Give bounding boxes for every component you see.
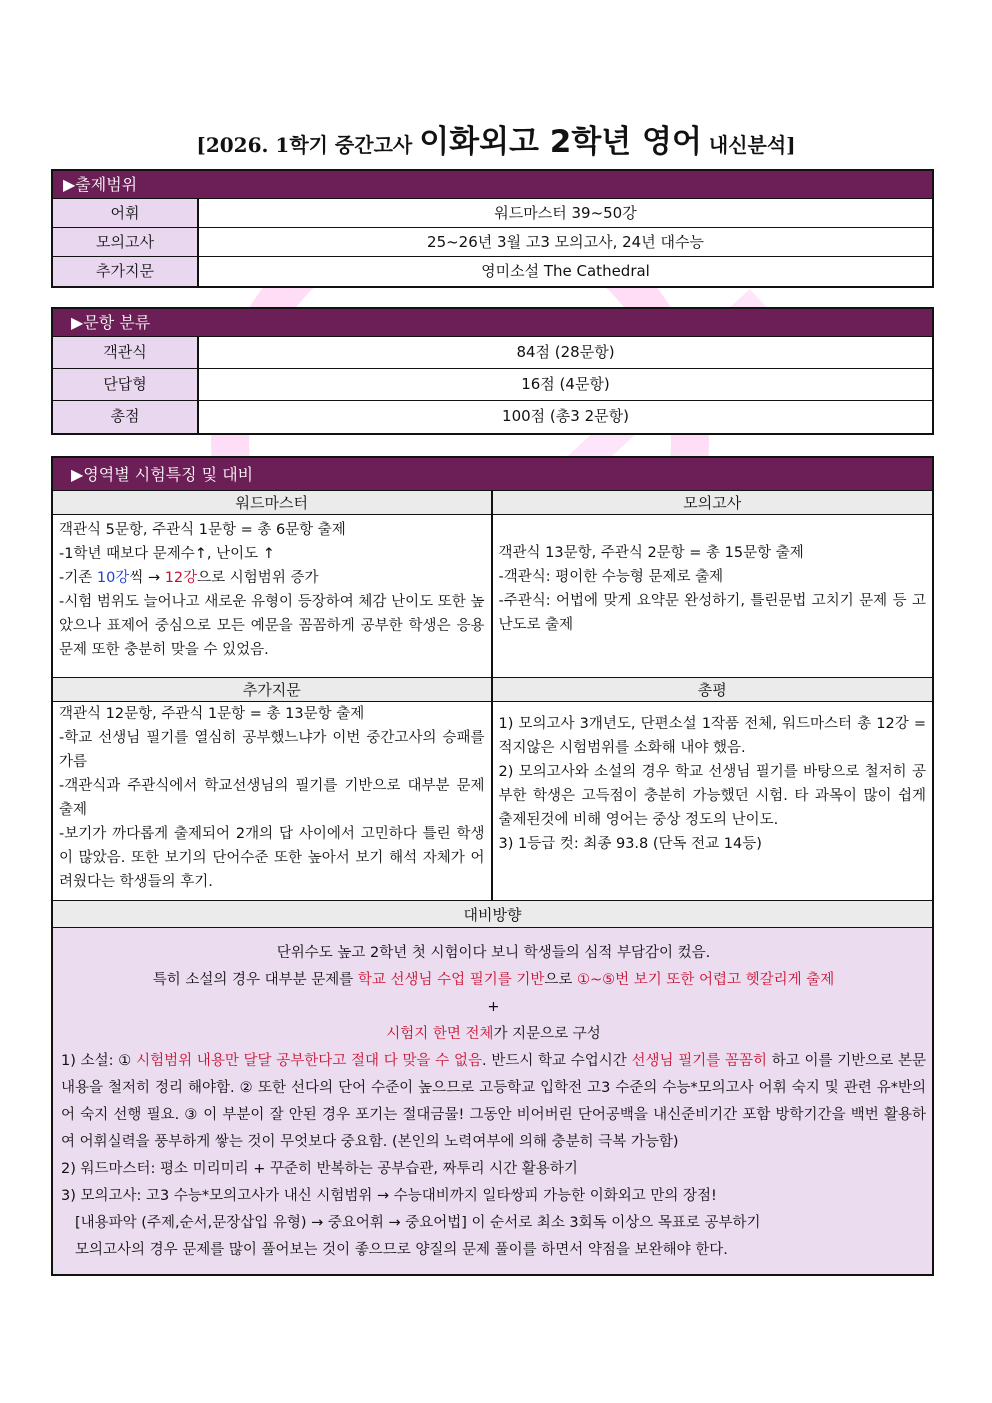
scope-value: 영미소설 The Cathedral [481,262,650,280]
review-section [493,678,933,900]
review-line: 1) 모의고사 3개년도, 단편소설 1작품 전체, 워드마스터 총 12강 = 적지않은 시험범위를 소화해 내야 했음. [498,716,926,756]
types-label: 총점 [53,401,199,433]
scope-table [51,169,934,288]
text-span: 씩 → [129,570,165,586]
text-span: 특히 소설의 경우 대부분 문제를 [152,972,358,988]
prep-line: 모의고사의 경우 문제를 많이 풀어보는 것이 좋으므로 양질의 문제 풀이를 하면서 약점을 보완해야 한다. [75,1242,728,1258]
extra-title: 추가지문 [53,678,491,702]
types-label: 객관식 [53,337,199,368]
review-title: 총평 [493,678,933,702]
scope-label: 모의고사 [53,228,199,256]
types-value: 16점 (4문항) [521,375,610,393]
types-row [53,369,932,401]
text-span: . 반드시 학교 수업시간 [481,1053,632,1069]
mock-line: 객관식 13문항, 주관식 2문항 = 총 15문항 출제 [498,545,804,561]
highlight-red: 선생님 필기를 꼼꼼히 [631,1053,768,1069]
title-school: 이화외고 2학년 영어 [419,124,702,160]
features-table [51,456,934,1276]
text-span: -기존 [59,570,97,586]
types-row [53,337,932,369]
scope-row [53,257,932,286]
text-span: 하고 이를 기반으로 본문내용을 철저히 정리 해야함. ② 또한 선다의 단어 수준이 높으므로 고등학교 입학전 고3 수준의 수능*모의고사 어휘 숙지 및 관련 유*반의어 숙지 선행 필요. ③ 이 부분이 잘 안된 경우 포기는 절대금물! 그동안 비어버린 단어공백을 내신준비기간 포함 방학기간을 백번 활용하여 어휘실력을 풍부하게 쌓는 것이 무엇보다 중요함. (본인의 노력여부에 의해 충분히 극복 가능함) [61,1053,927,1150]
page-title [0,116,992,161]
wordmaster-body [53,515,491,677]
text-span: 1) 소설: ① [61,1053,137,1069]
types-value: 84점 (28문항) [516,343,615,361]
prep-line: 2) 워드마스터: 평소 미리미리 + 꾸준히 반복하는 공부습관, 짜투리 시간 활용하기 [61,1161,578,1177]
extra-body [53,702,491,900]
extra-line: -객관식과 주관식에서 학교선생님의 필기를 기반으로 대부분 문제 출제 [59,778,485,818]
features-header: ▶영역별 시험특징 및 대비 [53,458,932,491]
wordmaster-section [53,491,493,677]
highlight-red: 시험범위 내용만 달달 공부한다고 절대 다 맞을 수 없음 [136,1053,482,1069]
scope-label: 추가지문 [53,257,199,286]
types-label: 단답형 [53,369,199,400]
prep-line: [내용파악 (주제,순서,문장삽입 유형) → 중요어휘 → 중요어법] 이 순서로 최소 3회독 이상으 목표로 공부하기 [75,1215,761,1231]
review-body [493,702,933,900]
types-value: 100점 (총3 2문항) [502,407,629,425]
mock-title: 모의고사 [493,491,933,515]
scope-row [53,228,932,257]
review-line: 3) 1등급 컷: 최종 93.8 (단독 전교 14등) [498,836,762,852]
extra-line: -보기가 까다롭게 출제되어 2개의 답 사이에서 고민하다 틀린 학생이 많았음. 또한 보기의 단어수준 또한 높아서 보기 해석 자체가 어려웠다는 학생들의 후기. [59,826,485,890]
mock-section [493,491,933,677]
highlight-red: ①~⑤번 보기 또한 어렵고 헷갈리게 출제 [577,972,835,988]
prep-title: 대비방향 [53,900,932,928]
prep-line: 3) 모의고사: 고3 수능*모의고사가 내신 시험범위 → 수능대비까지 일타쌍피 가능한 이화외고 만의 장점! [61,1188,717,1204]
types-row [53,401,932,433]
prep-line [61,1048,926,1156]
title-prefix: [2026. 1학기 중간고사 [196,133,420,157]
scope-value: 25~26년 3월 고3 모의고사, 24년 대수능 [427,233,704,251]
extra-line: 객관식 12문항, 주관식 1문항 = 총 13문항 출제 [59,706,365,722]
text-span: 으로 [544,972,577,988]
prep-line [61,1021,926,1048]
wordmaster-line: -시험 범위도 늘어나고 새로운 유형이 등장하여 체감 난이도 또한 높았으나 표제어 중심으로 모든 예문을 꼼꼼하게 공부한 학생은 응용문제 또한 충분히 맞을 수 있었음. [59,594,485,658]
scope-value: 워드마스터 39~50강 [494,204,637,222]
scope-row [53,199,932,228]
features-grid-bottom [53,677,932,900]
prep-line [61,967,926,994]
extra-section [53,678,493,900]
prep-line: 단위수도 높고 2학년 첫 시험이다 보니 학생들의 심적 부담감이 컸음. [276,945,711,961]
title-suffix: 내신분석] [701,133,796,157]
scope-header: ▶출제범위 [53,171,932,199]
wordmaster-line: 객관식 5문항, 주관식 1문항 = 총 6문항 출제 [59,522,346,538]
wordmaster-line [59,566,485,590]
highlight-blue: 10강 [96,570,130,586]
mock-line: -주관식: 어법에 맞게 요약문 완성하기, 틀린문법 고치기 문제 등 고난도로 출제 [498,593,926,633]
prep-body [53,928,932,1274]
mock-line: -객관식: 평이한 수능형 문제로 출제 [498,569,724,585]
prep-line: + [487,999,500,1015]
highlight-red: 학교 선생님 수업 필기를 기반 [357,972,545,988]
text-span: 가 지문으로 구성 [493,1026,601,1042]
mock-body [493,515,933,677]
review-line: 2) 모의고사와 소설의 경우 학교 선생님 필기를 바탕으로 철저히 공부한 학생은 고득점이 충분히 가능했던 시험. 타 과목이 많이 쉽게 출제된것에 비해 영어는 중상 정도의 난이도. [498,764,926,828]
wordmaster-title: 워드마스터 [53,491,491,515]
highlight-red: 시험지 한면 전체 [386,1026,494,1042]
extra-line: -학교 선생님 필기를 열심히 공부했느냐가 이번 중간고사의 승패를 가름 [59,730,485,770]
highlight-red: 12강 [164,570,198,586]
scope-label: 어휘 [53,199,199,227]
text-span: 으로 시험범위 증가 [197,570,319,586]
types-table [51,307,934,435]
features-grid-top [53,491,932,677]
types-header: ▶문항 분류 [53,309,932,337]
wordmaster-line: -1학년 때보다 문제수↑, 난이도 ↑ [59,546,275,562]
